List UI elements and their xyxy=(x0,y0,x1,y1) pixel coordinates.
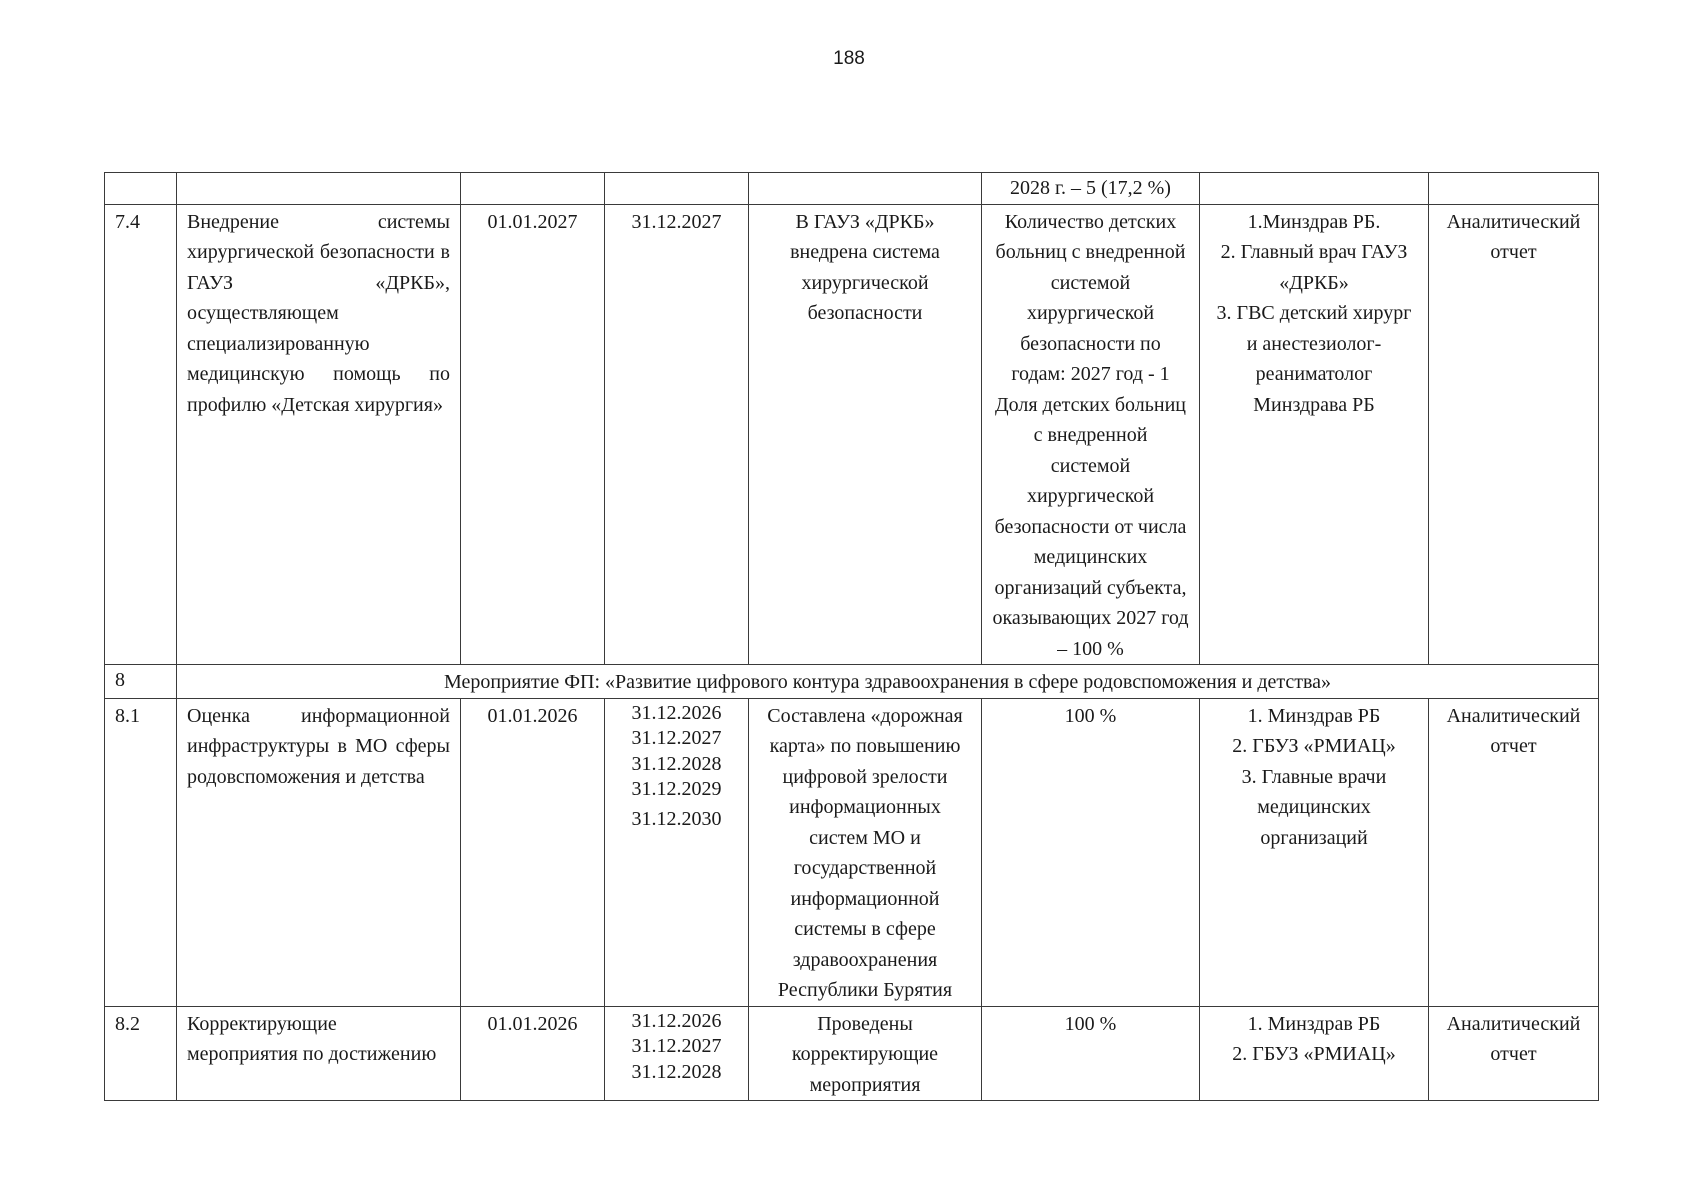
responsible-item: 1. Минздрав РБ xyxy=(1247,1012,1381,1035)
page-number: 188 xyxy=(833,48,865,69)
table-row-section xyxy=(105,665,1599,699)
cell-responsible xyxy=(1200,204,1429,665)
cell-name: Внедрение системы хирургической безопасности в ГАУЗ «ДРКБ», осуществляющем специализированную медицинскую помощь по профилю «Детская хирургия» xyxy=(177,204,461,665)
cell-name xyxy=(177,173,461,205)
cell-report: Аналитический отчет xyxy=(1429,1006,1599,1101)
end-date: 31.12.2030 xyxy=(631,807,722,830)
end-date: 31.12.2026 xyxy=(631,1009,722,1032)
cell-name: Корректирующие мероприятия по достижению xyxy=(177,1006,461,1101)
responsible-item: 1.Минздрав РБ. xyxy=(1247,210,1381,233)
cell-responsible xyxy=(1200,1006,1429,1101)
section-title: Мероприятие ФП: «Развитие цифрового контура здравоохранения в сфере родовспоможения и детства» xyxy=(177,665,1599,699)
end-date: 31.12.2027 xyxy=(631,727,722,749)
cell-indicator: 100 % xyxy=(982,698,1200,1006)
end-date: 31.12.2027 xyxy=(631,210,722,233)
responsible-item: 1. Минздрав РБ xyxy=(1247,704,1381,727)
responsible-item: 2. Главный врач ГАУЗ «ДРКБ» xyxy=(1220,241,1408,294)
cell-num: 8.1 xyxy=(105,698,177,1006)
cell-num: 8.2 xyxy=(105,1006,177,1101)
cell-result: Составлена «дорожная карта» по повышению цифровой зрелости информационных систем МО и государственной информационной системы в сфере здравоохранения Республики Бурятия xyxy=(749,698,982,1006)
cell-num: 8 xyxy=(105,665,177,699)
cell-end xyxy=(605,204,749,665)
cell-start: 01.01.2026 xyxy=(461,1006,605,1101)
table-row xyxy=(105,204,1599,665)
table-row-carryover xyxy=(105,173,1599,205)
cell-indicator: 100 % xyxy=(982,1006,1200,1101)
cell-start xyxy=(461,173,605,205)
end-date: 31.12.2029 xyxy=(631,778,722,800)
cell-num: 7.4 xyxy=(105,204,177,665)
cell-end xyxy=(605,1006,749,1101)
end-date: 31.12.2027 xyxy=(631,1035,722,1057)
end-date: 31.12.2028 xyxy=(631,1060,722,1083)
cell-responsible xyxy=(1200,173,1429,205)
cell-num xyxy=(105,173,177,205)
cell-result xyxy=(749,173,982,205)
cell-report: Аналитический отчет xyxy=(1429,204,1599,665)
cell-name: Оценка информационной инфраструктуры в МО сферы родовспоможения и детства xyxy=(177,698,461,1006)
cell-responsible xyxy=(1200,698,1429,1006)
cell-report: Аналитический отчет xyxy=(1429,698,1599,1006)
cell-end xyxy=(605,173,749,205)
responsible-item: 3. Главные врачи медицинских организаций xyxy=(1241,765,1387,849)
table-row xyxy=(105,698,1599,1006)
responsible-item: 2. ГБУЗ «РМИАЦ» xyxy=(1232,735,1396,757)
cell-report xyxy=(1429,173,1599,205)
cell-start: 01.01.2027 xyxy=(461,204,605,665)
cell-end xyxy=(605,698,749,1006)
cell-result: Проведены корректирующие мероприятия xyxy=(749,1006,982,1101)
cell-start: 01.01.2026 xyxy=(461,698,605,1006)
cell-indicator: 2028 г. – 5 (17,2 %) xyxy=(982,173,1200,205)
responsible-item: 3. ГВС детский хирург и анестезиолог-реаниматолог Минздрава РБ xyxy=(1216,302,1412,416)
end-date: 31.12.2026 xyxy=(631,701,722,724)
cell-result: В ГАУЗ «ДРКБ» внедрена система хирургической безопасности xyxy=(749,204,982,665)
responsible-item: 2. ГБУЗ «РМИАЦ» xyxy=(1232,1043,1396,1065)
table-row xyxy=(105,1006,1599,1101)
activities-table xyxy=(104,172,1599,1101)
cell-indicator: Количество детских больниц с внедренной системой хирургической безопасности по годам: 2027 год - 1 Доля детских больниц с внедренной системой хирургической безопасности от числа медицинских организаций субъекта, оказывающих 2027 год – 100 % xyxy=(982,204,1200,665)
end-date: 31.12.2028 xyxy=(631,752,722,775)
